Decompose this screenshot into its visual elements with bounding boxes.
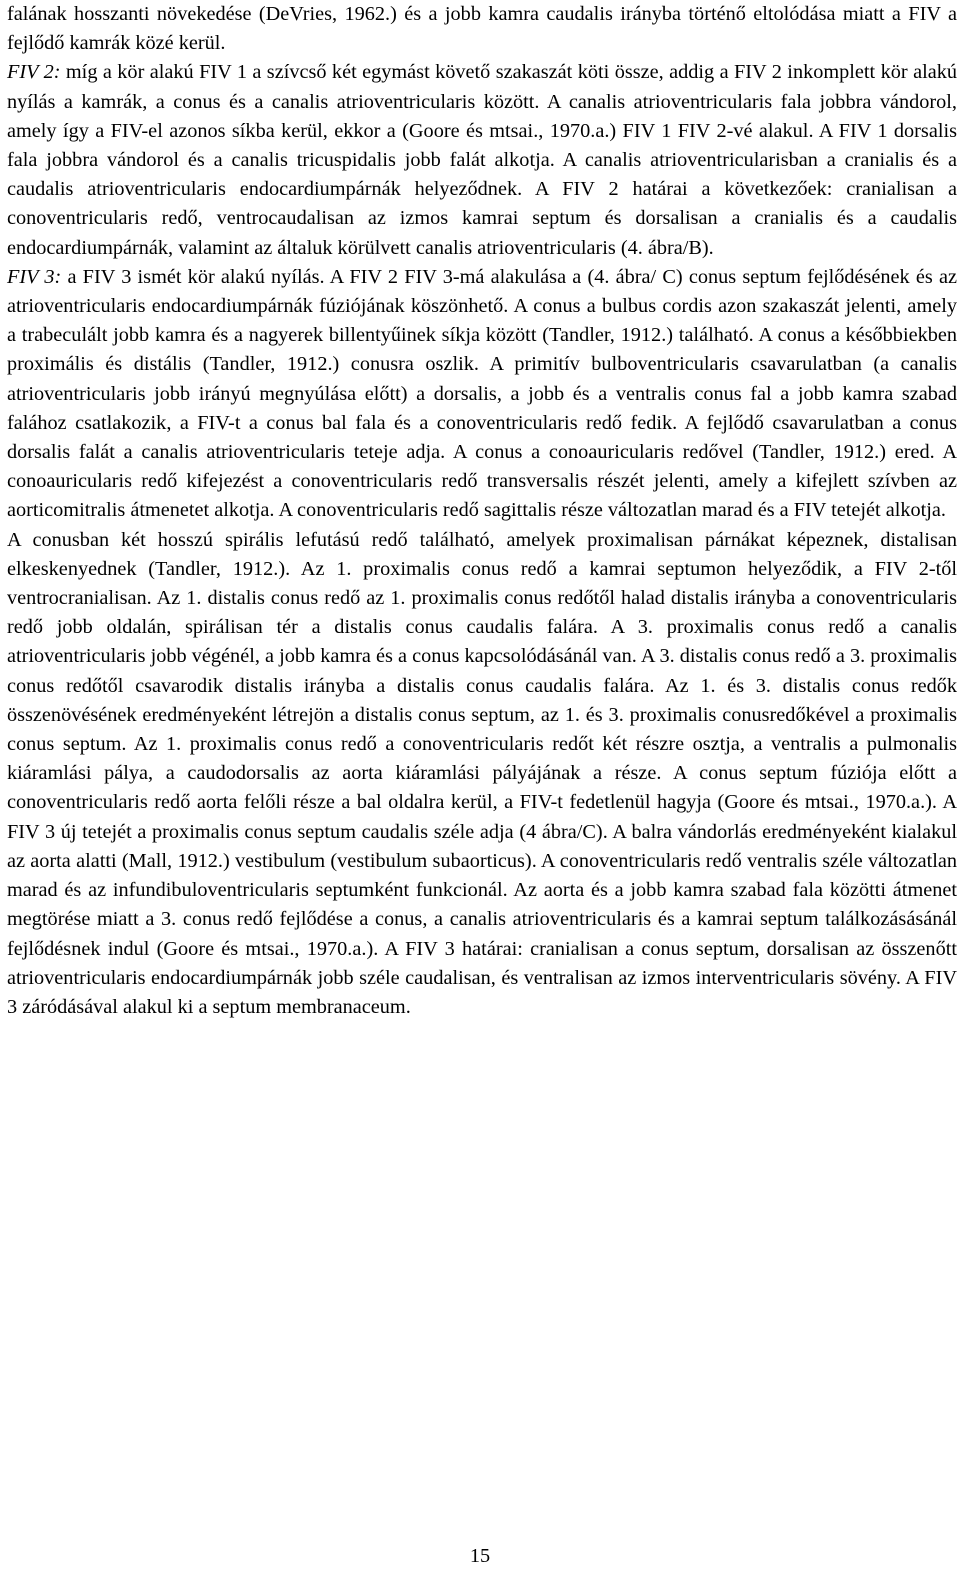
page-body — [7, 0, 957, 1022]
fiv3-heading: FIV 3: — [7, 265, 62, 288]
fiv3-text: a FIV 3 ismét kör alakú nyílás. A FIV 2 FIV 3-má alakulása a (4. ábra/ C) conus septum fejlődésének és az atrioventricularis endocardiumpárnák fúziójának köszönhető. A conus a bulbus cordis azon szakaszát jelenti, amely a trabeculált jobb kamra és a nagyerek billentyűinek síkja között (Tandler, 1912.) található. A conus a későbbiekben proximális és distális (Tandler, 1912.) conusra oszlik. A primitív bulboventricularis csavarulatban (a canalis atrioventricularis jobb irányú megnyúlása előtt) a dorsalis, a jobb és a ventralis conus fal a jobb kamra szabad falához csatlakozik, a FIV-t a conus bal fala és a conoventricularis redő fedik. A fejlődő csavarulatban a conus dorsalis falát a canalis atrioventricularis teteje adja. A conus a conoauricularis redővel (Tandler, 1912.) ered. A conoauricularis redő kifejezést a conoventricularis redő transversalis részét jelenti, amely a kifejlett szívben az aorticomitralis átmenetet alkotja. A conoventricularis redő sagittalis része változatlan marad és a FIV tetejét alkotja. — [7, 265, 957, 522]
paragraph-fiv3 — [7, 263, 957, 526]
paragraph-conus-text: A conusban két hosszú spirális lefutású redő található, amelyek proximalisan párnákat képeznek, distalisan elkeskenyednek (Tandler, 1912.). Az 1. proximalis conus redő a kamrai septumon helyeződik, a FIV 2-től ventrocranialisan. Az 1. distalis conus redő az 1. proximalis conus redőtől halad distalis irányba a conoventricularis redő jobb oldalán, spirálisan tér a distalis conus caudalis falára. A 3. proximalis conus redő a canalis atrioventricularis jobb végénél, a jobb kamra és a conus kapcsolódásánál van. A 3. distalis conus redő a 3. proximalis conus redőtől csavarodik distalis irányba a distalis conus caudalis falára. Az 1. és 3. distalis conus redők összenövésének eredményeként létrejön a distalis conus septum, az 1. és 3. proximalis conusredőkével a proximalis conus septum. Az 1. proximalis conus redő a conoventricularis redőt két részre osztja, a ventralis a pulmonalis kiáramlási pálya, a caudodorsalis az aorta kiáramlási pályájának a része. A conus septum fúziója előtt a conoventricularis redő aorta felőli része a bal oldalra kerül, a FIV-t fedetlenül hagyja (Goore és mtsai., 1970.a.). A FIV 3 új tetejét a proximalis conus septum caudalis széle adja (4 ábra/C). A balra vándorlás eredményeként kialakul az aorta alatti (Mall, 1912.) vestibulum (vestibulum subaorticus). A conoventricularis redő ventralis széle változatlan marad és az infundibuloventricularis septumként funkcionál. Az aorta és a jobb kamra szabad fala közötti átmenet megtörése miatt a 3. conus redő fejlődése a conus, a canalis atrioventricularis és a kamrai septum találkozásásánál fejlődésnek indul (Goore és mtsai., 1970.a.). A FIV 3 határai: cranialisan a conus septum, dorsalisan az összenőtt atrioventricularis endocardiumpárnák jobb széle caudalisan, és ventralisan az izmos interventricularis sövény. A FIV 3 záródásával alakul ki a septum membranaceum. — [7, 528, 957, 1018]
paragraph-intro-text: falának hosszanti növekedése (DeVries, 1962.) és a jobb kamra caudalis irányba történő eltolódása miatt a FIV a fejlődő kamrák közé kerül. — [7, 3, 957, 55]
page-number: 15 — [469, 1545, 491, 1567]
paragraph-intro — [7, 0, 957, 58]
fiv2-text: míg a kör alakú FIV 1 a szívcső két egymást követő szakaszát köti össze, addig a FIV 2 inkomplett kör alakú nyílás a kamrák, a conus és a canalis atrioventricularis között. A canalis atrioventricularis fala jobbra vándorol, amely így a FIV-el azonos síkba kerül, ekkor a (Goore és mtsai., 1970.a.) FIV 1 FIV 2-vé alakul. A FIV 1 dorsalis fala jobbra vándorol és a canalis tricuspidalis jobb falát alkotja. A canalis atrioventricularisban a cranialis és a caudalis atrioventricularis endocardiumpárnák helyeződnek. A FIV 2 határai a következőek: cranialisan a conoventricularis redő, ventrocaudalisan az izmos kamrai septum és dorsalisan a cranialis és a caudalis endocardiumpárnák, valamint az általuk körülvett canalis atrioventricularis (4. ábra/B). — [7, 61, 957, 259]
paragraph-conus — [7, 526, 957, 1022]
paragraph-fiv2 — [7, 58, 957, 262]
fiv2-heading: FIV 2: — [7, 61, 61, 84]
